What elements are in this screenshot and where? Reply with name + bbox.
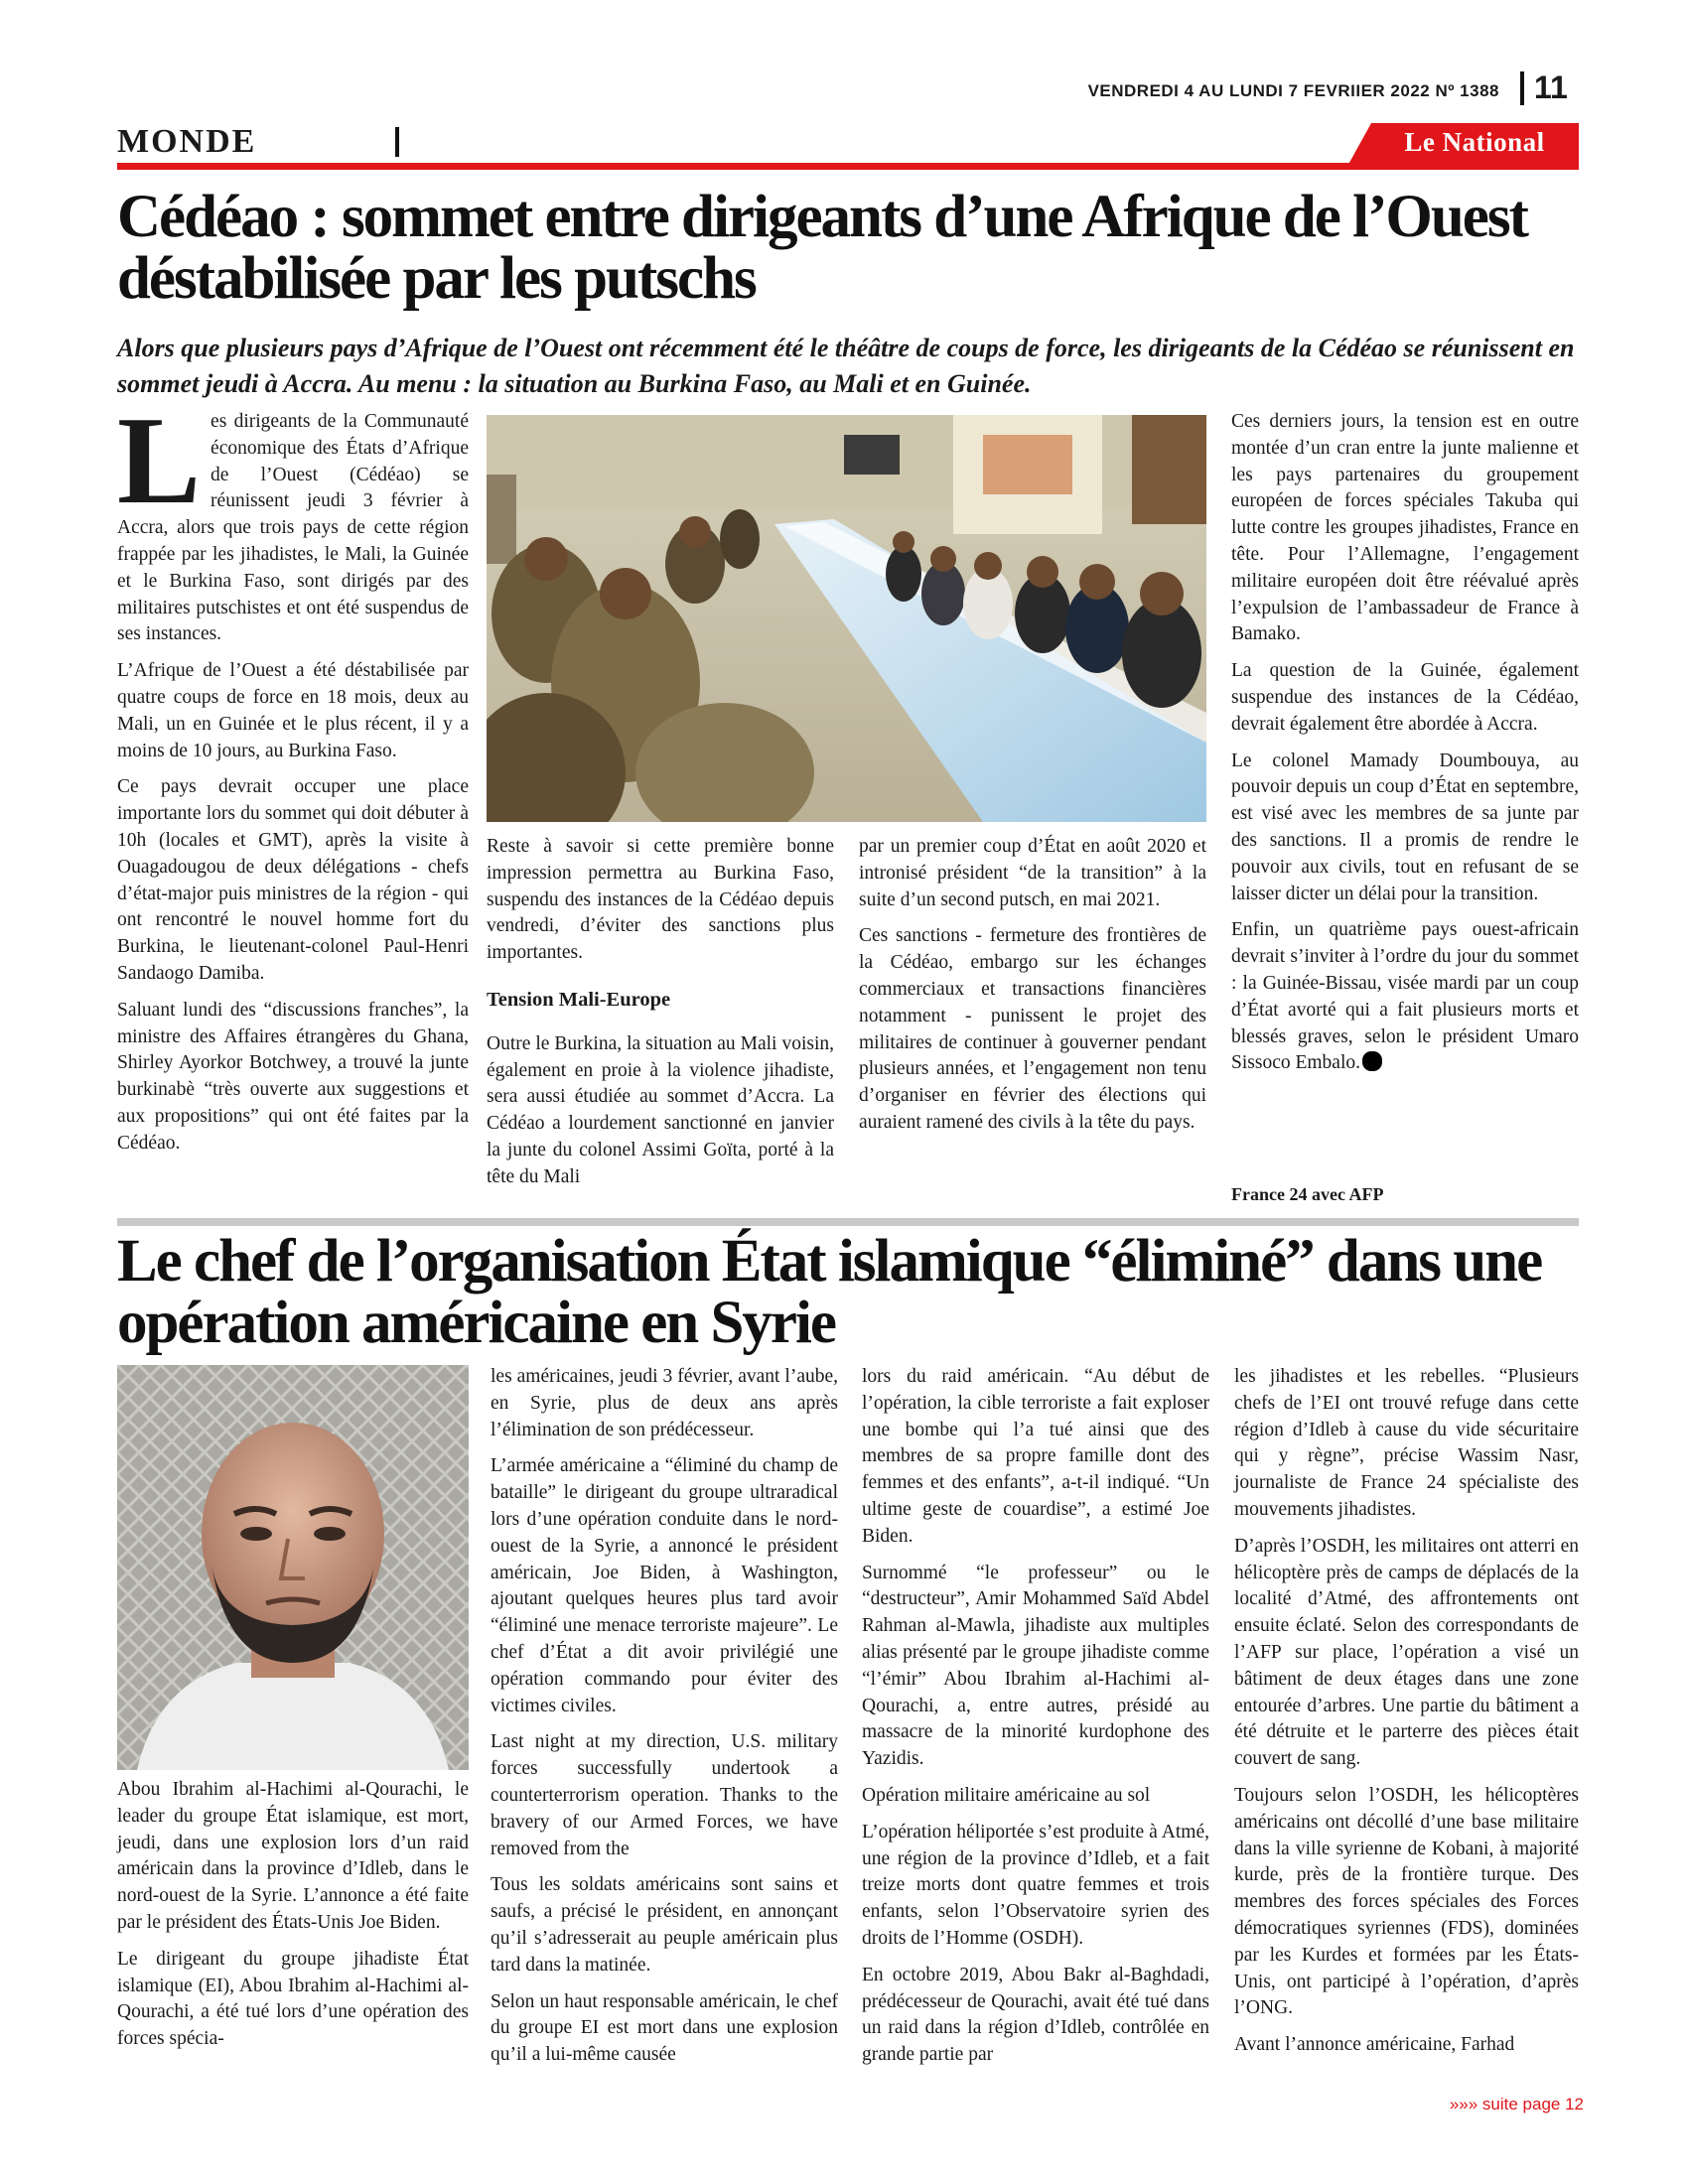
article2-col3-p2: Surnommé “le professeur” ou le “destructeur”, Amir Mohammed Saïd Abdel Rahman al-Mawla, jihadiste aux multiples alias présenté par le groupe jihadiste comme “l’émir” Abou Ibrahim al-Hachimi al-Qourachi, a, entre autres, présidé au massacre de la minorité kurdophone des Yazidis. (862, 1562, 1209, 1770)
article1-col4-p4: Enfin, un quatrième pays ouest-africain devrait s’inviter à l’ordre du jour du sommet : la Guinée-Bissau, visée mardi par un coup d’État avorté qui a fait plusieurs morts et blessés graves, selon le président Umaro Sissoco Embalo. (1231, 919, 1579, 1074)
article1-col1-p3: Ce pays devrait occuper une place importante lors du sommet qui doit débuter à 10h (locales et GMT), après la visite à Ouagadougou de deux délégations - chefs d’état-major puis ministres de la région - qui ont rencontré le nouvel homme fort du Burkina, le lieutenant-colonel Paul-Henri Sandaogo Damiba. (117, 776, 469, 984)
article2-col3-p5: En octobre 2019, Abou Bakr al-Baghdadi, prédécesseur de Qourachi, avait été tué dans un raid dans la région d’Idleb, contrôlée en grande partie par (862, 1964, 1209, 2066)
summit-photo-illustration (487, 415, 1206, 822)
article1-col1-p1: Les dirigeants de la Communauté économique des États d’Afrique de l’Ouest (Cédéao) se réunissent jeudi 3 février à Accra, alors que trois pays de cette région frappée par les jihadistes, le Mali, la Guinée et le Burkina Faso, sont dirigés par des militaires putschistes et ont été suspendus de ses instances. (117, 392, 469, 645)
article1-lede: Alors que plusieurs pays d’Afrique de l’Ouest ont récemment été le théâtre de coups de force, les dirigeants de la Cédéao se réunissent en sommet jeudi à Accra. Au menu : la situation au Burkina Faso, au Mali et en Guinée. (117, 334, 1575, 398)
article1-col2-p2: Outre le Burkina, la situation au Mali voisin, également en proie à la violence jihadiste, sera aussi étudiée au sommet d’Accra. La Cédéao a lourdement sanctionné en janvier la junte du colonel Assimi Goïta, porté à la tête du Mali (487, 1032, 834, 1187)
article2-col3-p3: Opération militaire américaine au sol (862, 1784, 1151, 1806)
article2-col3-p1: lors du raid américain. “Au début de l’opération, la cible terroriste a fait exploser une bombe qui l’a tué ainsi que des membres de sa propre famille dont des femmes et des enfants”, a-t-il indiqué. “Un ultime geste de couardise”, a estimé Joe Biden. (862, 1366, 1209, 1547)
article2-column-3 (862, 1364, 1209, 2079)
article2-col1-p2: Le dirigeant du groupe jihadiste État islamique (EI), Abou Ibrahim al-Hachimi al-Qourachi, a été tué lors d’une opération des forces spécia- (117, 1948, 469, 2050)
article1-col1-p2: L’Afrique de l’Ouest a été déstabilisée par quatre coups de force en 18 mois, deux au Mali, un en Guinée et le plus récent, il y a moins de 10 jours, au Burkina Faso. (117, 660, 469, 761)
article1-credit: France 24 avec AFP (1231, 1184, 1384, 1204)
article1-column-2 (487, 834, 834, 1201)
article2-col2-p1: les américaines, jeudi 3 février, avant l’aube, en Syrie, plus de deux ans après l’élimination de son prédécesseur. (491, 1366, 838, 1440)
article2-column-2 (491, 1364, 838, 2079)
article2-col1-p1: Abou Ibrahim al-Hachimi al-Qourachi, le leader du groupe État islamique, est mort, jeudi, dans une explosion lors d’un raid américain dans la province d’Idleb, dans le nord-ouest de la Syrie. L’annonce a été faite par le président des États-Unis Joe Biden. (117, 1779, 469, 1933)
article1-col4-p1: Ces derniers jours, la tension est en outre montée d’un cran entre la junte malienne et les pays partenaires du groupement européen de forces spéciales Takuba qui lutte contre les groupes jihadistes, France en tête. Pour l’Allemagne, l’engagement militaire européen doit être réévalué après l’expulsion de l’ambassadeur de France à Bamako. (1231, 411, 1579, 645)
article1-col2-p1: Reste à savoir si cette première bonne impression permettra au Burkina Faso, suspendu des instances de la Cédéao depuis vendredi, d’éviter des sanctions plus importantes. (487, 836, 834, 964)
page-number: 11 (1534, 69, 1568, 105)
summit-meeting-photo (487, 415, 1206, 822)
article2-col4-p3: Toujours selon l’OSDH, les hélicoptères américains ont décollé d’une base militaire dans la ville syrienne de Kobani, à majorité kurde, près de la frontière turque. Des membres des forces spéciales des Forces démocratiques syriennes (FDS), dominées par les Kurdes et formées par les États-Unis, ont participé à l’opération, d’après l’ONG. (1234, 1784, 1579, 2019)
article1-col4-p3: Le colonel Mamady Doumbouya, au pouvoir depuis un coup d’État en septembre, est visé avec les membres de sa junte par des sanctions. Il a promis de rendre le pouvoir aux civils, tout en refusant de se laisser dicter un délai pour la transition. (1231, 750, 1579, 904)
article1-col3-p1: par un premier coup d’État en août 2020 et intronisé président “de la transition” à la suite d’un second putsch, en mai 2021. (859, 836, 1206, 910)
article2-col4-p2: D’après l’OSDH, les militaires ont atterri en hélicoptère près de camps de déplacés de la localité d’Atmé, des affrontements ont ensuite éclaté. Selon des correspondants de l’AFP sur place, l’opération a visé un bâtiment de deux étages dans une zone entourée d’arbres. Une partie du bâtiment a été détruite et le parterre des pièces était couvert de sang. (1234, 1535, 1579, 1770)
brand-name: Le National (1404, 127, 1545, 157)
article1-column-1 (117, 392, 469, 1167)
end-of-article-mark (1362, 1051, 1382, 1071)
article2-column-4 (1234, 1364, 1579, 2069)
continued-link[interactable]: »»» suite page 12 (1449, 2095, 1584, 2114)
article2-col2-p2: L’armée américaine a “éliminé du champ de bataille” le dirigeant du groupe ultraradical lors d’une opération conduite dans le nord-ouest de la Syrie, a annoncé le président américain, Joe Biden, à Washington, ajoutant quelques heures plus tard avoir “éliminé une menace terroriste majeure”. Le chef d’État a dit avoir privilégié une opération commando pour éviter des victimes civiles. (491, 1455, 838, 1716)
article2-col4-p1: les jihadistes et les rebelles. “Plusieurs chefs de l’EI ont trouvé refuge dans cette région d’Idleb à cause du vide sécuritaire qui y règne”, précise Wassim Nasr, journaliste de France 24 spécialiste des mouvements jihadistes. (1234, 1366, 1579, 1520)
portrait-illustration (117, 1365, 469, 1770)
is-leader-portrait (117, 1365, 469, 1770)
article1-col3-p2: Ces sanctions - fermeture des frontières de la Cédéao, embargo sur les échanges commerciaux et transactions financières notamment - punissent le projet des militaires de continuer à gouverner pendant plusieurs années, et l’engagement non tenu d’organiser en février des élections qui auraient ramené des civils à la tête du pays. (859, 925, 1206, 1133)
article1-col1-p4: Saluant lundi des “discussions franches”, la ministre des Affaires étrangères du Ghana, Shirley Ayorkor Botchwey, a trouvé la junte burkinabè “très ouverte aux suggestions et aux propositions” qui ont été faites par la Cédéao. (117, 999, 469, 1154)
article1-subhead: Tension Mali-Europe (487, 988, 671, 1011)
article2-column-1 (117, 1777, 469, 2063)
issue-date: VENDREDI 4 AU LUNDI 7 FEVRIIER 2022 Nº 1388 (1087, 81, 1499, 100)
section-divider (395, 127, 399, 157)
article2-col2-p5: Selon un haut responsable américain, le chef du groupe EI est mort dans une explosion qu’il a lui-même causée (491, 1990, 838, 2066)
dropcap: L (117, 392, 202, 530)
article2-headline: Le chef de l’organisation État islamique “éliminé” dans une opération américaine en Syrie (117, 1228, 1542, 1357)
article1-column-3 (859, 834, 1206, 1147)
header-divider (1520, 71, 1524, 105)
article1-column-4 (1231, 409, 1579, 1087)
article1-col4-p2: La question de la Guinée, également suspendue des instances de la Cédéao, devrait également être abordée à Accra. (1231, 660, 1579, 735)
article-separator (117, 1218, 1579, 1226)
article2-col4-p4: Avant l’annonce américaine, Farhad (1234, 2034, 1515, 2056)
section-title: MONDE (117, 123, 257, 160)
article2-col2-p4: Tous les soldats américains sont sains et saufs, a précisé le président, en annonçant qu’il s’adresserait au peuple américain plus tard dans la matinée. (491, 1874, 838, 1976)
article2-col3-p4: L’opération héliportée s’est produite à Atmé, une région de la province d’Idleb, et a fait treize morts dont quatre femmes et trois enfants, selon l’Observatoire syrien des droits de l’Homme (OSDH). (862, 1821, 1209, 1949)
article2-col2-p3: Last night at my direction, U.S. military forces successfully undertook a counterterrorism operation. Thanks to the bravery of our Armed Forces, we have removed from the (491, 1731, 838, 1859)
article1-headline: Cédéao : sommet entre dirigeants d’une Afrique de l’Ouest déstabilisée par les putschs (117, 184, 1527, 313)
